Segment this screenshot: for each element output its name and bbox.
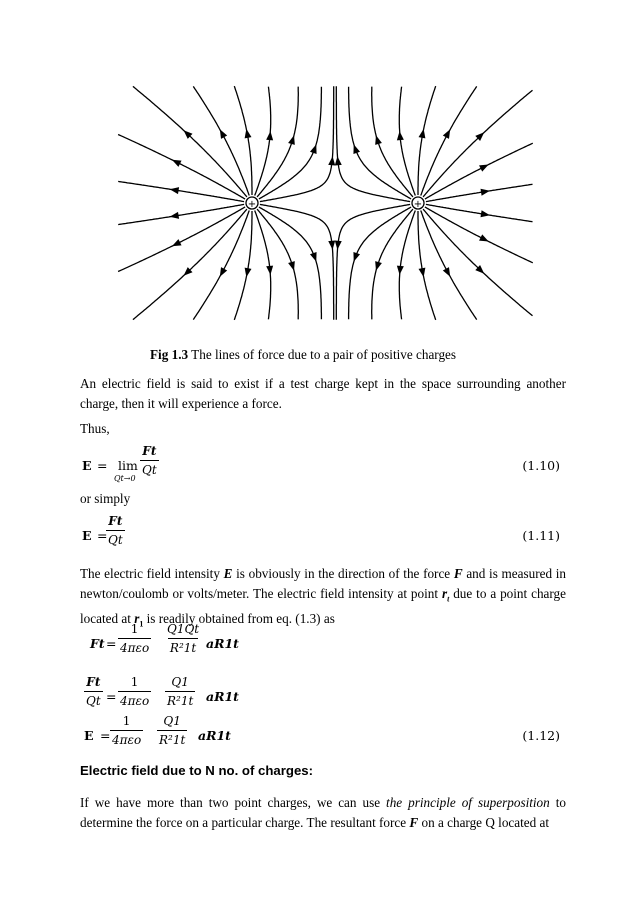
eq112-fourpi: 4πεo — [110, 730, 143, 747]
para2-rt: r — [441, 585, 448, 601]
field-line — [193, 86, 249, 195]
field-arrow — [217, 267, 227, 278]
eq110-fraction — [140, 444, 159, 477]
field-arrow — [396, 131, 404, 141]
para3-italic: the principle of superposition — [386, 795, 550, 810]
para2-text-4: due to a point charge located at — [80, 585, 566, 626]
field-arrow — [419, 268, 428, 278]
para2-r1: r — [134, 610, 140, 626]
field-line — [425, 143, 533, 199]
eqb-lhs-num: Ft — [86, 675, 101, 689]
field-arrow — [443, 128, 453, 139]
eqa-q-den: R²1t — [168, 638, 198, 655]
field-arrow — [243, 268, 252, 278]
para2-text-1: The electric field intensity — [80, 566, 224, 581]
eqb-q-num: Q1 — [171, 675, 189, 689]
field-line — [423, 90, 532, 197]
thus-text: Thus, — [80, 421, 110, 436]
figure-caption — [150, 346, 456, 364]
paragraph-3 — [80, 793, 566, 832]
field-arrow — [479, 161, 490, 171]
eq111-num: Ft — [108, 514, 123, 528]
field-arrow — [310, 252, 320, 263]
eq112-q-den: R²1t — [157, 730, 187, 747]
eqa-one: 1 — [130, 622, 139, 636]
paragraph-1: An electric field is said to exist if a test charge kept in the space surrounding another charge, then it will experience a force. — [80, 376, 566, 411]
field-arrow — [328, 156, 336, 166]
eq112-q-num: Q1 — [163, 714, 181, 728]
paragraph-2 — [80, 564, 566, 634]
field-line — [193, 211, 249, 320]
field-arrow — [266, 266, 274, 276]
eqb-lhs — [84, 675, 103, 708]
field-arrow — [419, 128, 428, 138]
eqb-fourpi: 4πεo — [118, 691, 151, 708]
para3-F: F — [409, 814, 419, 830]
eq110-lim-sub: Qt→0 — [114, 474, 136, 483]
caption-text: The lines of force due to a pair of positive charges — [188, 347, 457, 362]
field-line — [255, 211, 271, 320]
eq110-equals: = — [97, 458, 108, 473]
eqa-fourpi: 4πεo — [118, 638, 151, 655]
eq112-one: 1 — [122, 714, 131, 728]
section-heading: Electric field due to N no. of charges: — [80, 763, 314, 778]
eq112-a: aR1t — [198, 728, 231, 743]
field-line — [133, 86, 247, 196]
eq112-lhs: E — [84, 728, 94, 743]
field-line — [260, 86, 334, 201]
para2-r1-sub: 1 — [139, 619, 144, 629]
eqa-q-num: Q1Qt — [167, 622, 200, 636]
para2-text-5: is readily obtained from eq. (1.3) as — [143, 610, 335, 626]
field-line — [255, 87, 271, 196]
eqb-coef — [118, 675, 151, 708]
eqa-lhs: Ft — [90, 636, 105, 651]
para2-F: F — [453, 566, 463, 581]
field-arrow — [170, 239, 181, 249]
field-line — [336, 86, 410, 201]
para3-text-3: on a charge Q located at — [418, 814, 550, 830]
field-line — [423, 209, 532, 316]
eq110-lim: lim — [118, 458, 138, 473]
field-line — [426, 204, 533, 221]
eqb-a: aR1t — [206, 689, 239, 704]
eq112-coef — [110, 714, 143, 747]
right-charge-sign: + — [413, 199, 423, 210]
field-line — [260, 204, 334, 319]
field-arrow — [479, 234, 490, 244]
eq111-lhs: E — [82, 528, 92, 543]
eq111-fraction — [106, 514, 125, 547]
eq110-lhs: E — [82, 458, 92, 473]
eq111-number: (1.11) — [522, 528, 560, 543]
field-line — [118, 135, 245, 200]
field-arrow — [217, 128, 227, 139]
eqa-coef — [118, 622, 151, 655]
eq110-number: (1.10) — [522, 458, 560, 473]
field-line — [118, 181, 244, 201]
field-arrow — [243, 128, 252, 138]
field-line — [426, 184, 533, 201]
field-lines-figure — [115, 84, 535, 322]
caption-label: Fig 1.3 — [150, 347, 189, 362]
left-charge-sign: + — [247, 199, 257, 210]
eqa-q — [165, 622, 201, 655]
para2-text-2: is obviously in the direction of the force — [232, 566, 454, 581]
para2-rt-sub: t — [447, 594, 450, 604]
eqb-equals: = — [106, 689, 117, 704]
eqb-one: 1 — [130, 675, 139, 689]
field-line — [399, 87, 415, 196]
eq111-equals: = — [97, 528, 108, 543]
field-arrow — [350, 143, 360, 154]
field-line — [421, 211, 477, 320]
eq112-number: (1.12) — [522, 728, 560, 743]
eqb-lhs-den: Qt — [84, 691, 103, 708]
eq111-den: Qt — [106, 530, 125, 547]
field-arrow — [310, 143, 320, 154]
eq110-num: Ft — [142, 444, 157, 458]
field-arrow — [350, 252, 360, 263]
field-arrow — [288, 261, 297, 272]
or-simply-text: or simply — [80, 491, 131, 506]
field-line — [425, 207, 533, 263]
field-arrow — [396, 266, 404, 276]
eqa-a: aR1t — [206, 636, 239, 651]
para3-text-1: If we have more than two point charges, we can use — [80, 795, 387, 810]
eqa-equals: = — [106, 636, 117, 651]
field-line — [336, 204, 410, 319]
field-arrow — [334, 156, 342, 166]
para2-E: E — [223, 566, 233, 581]
eqb-q — [165, 675, 195, 708]
field-arrow — [328, 240, 336, 250]
field-arrow — [334, 240, 342, 250]
field-arrow — [373, 134, 382, 145]
field-line — [118, 207, 245, 272]
field-line — [118, 204, 244, 224]
eqb-q-den: R²1t — [165, 691, 195, 708]
field-arrow — [288, 134, 297, 145]
para3-text-2: to determine the force on a particular charge. The resultant force — [80, 795, 566, 830]
field-line — [421, 86, 477, 195]
field-arrow — [266, 131, 274, 141]
field-arrow — [443, 267, 453, 278]
eq110-den: Qt — [140, 460, 159, 477]
eq112-equals: = — [100, 728, 111, 743]
field-line — [399, 211, 415, 320]
field-arrow — [373, 261, 382, 272]
field-arrow — [170, 157, 181, 167]
eq112-q — [157, 714, 187, 747]
field-line — [133, 209, 247, 320]
para2-text-3: and is measured in newton/coulomb or volts/meter. The electric field intensity at point — [80, 566, 567, 601]
